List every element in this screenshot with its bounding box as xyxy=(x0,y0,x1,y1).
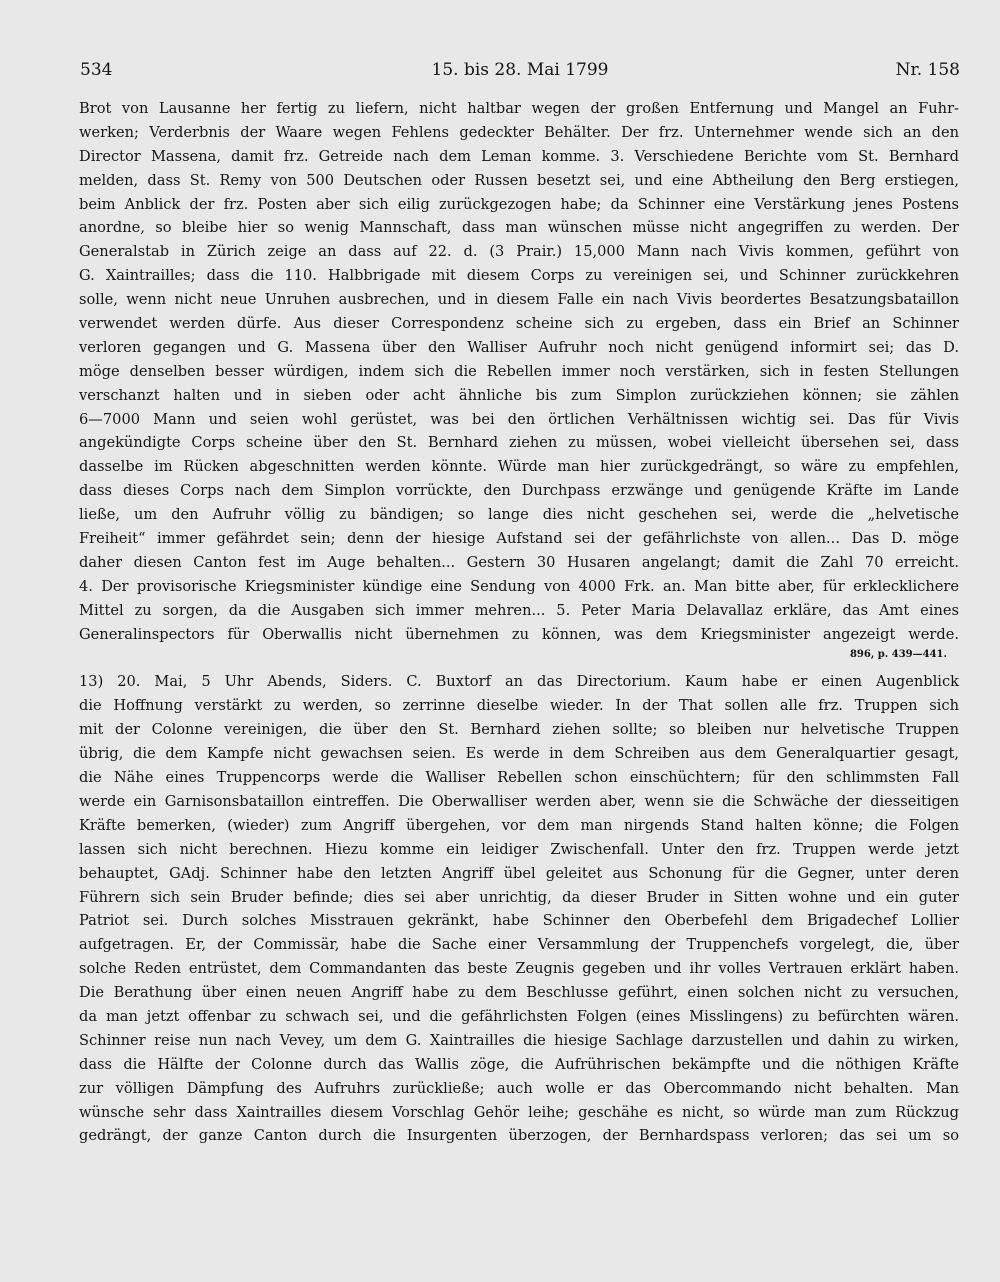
text-line: anordne, so bleibe hier so wenig Mannschaft, dass man wünschen müsse nicht angegriffen zu werden. Der xyxy=(79,219,959,237)
text-line: verwendet werden dürfe. Aus dieser Correspondenz scheine sich zu ergeben, dass ein Brief an Schinner xyxy=(79,315,959,333)
text-line: verschanzt halten und in sieben oder acht ähnliche bis zum Simplon zurückziehen können; sie zählen xyxy=(79,386,959,404)
page-number: 534 xyxy=(80,60,113,80)
text-line: ließe, um den Aufruhr völlig zu bändigen; so lange dies nicht geschehen sei, werde die „helvetische xyxy=(79,506,959,524)
paragraph-2 xyxy=(79,670,959,1148)
text-line: solche Reden entrüstet, dem Commandanten das beste Zeugnis gegeben und ihr volles Vertrauen erklärt haben. xyxy=(79,960,959,978)
text-line: da man jetzt offenbar zu schwach sei, und die gefährlichsten Folgen (eines Misslingens) zu befürchten wären. xyxy=(79,1007,959,1025)
text-line: Kräfte bemerken, (wieder) zum Angriff übergehen, vor dem man nirgends Stand halten könne; die Folgen xyxy=(79,816,959,834)
text-line: Patriot sei. Durch solches Misstrauen gekränkt, habe Schinner den Oberbefehl dem Brigadechef Lollier xyxy=(79,912,959,930)
text-line: Brot von Lausanne her fertig zu liefern, nicht haltbar wegen der großen Entfernung und Mangel an Fuhr- xyxy=(79,100,959,117)
text-line: verloren gegangen und G. Massena über den Walliser Aufruhr noch nicht genügend informirt sei; das D. xyxy=(79,338,959,356)
paragraph-1 xyxy=(79,97,959,646)
text-line: beim Anblick der frz. Posten aber sich eilig zurückgezogen habe; da Schinner eine Verstärkung jenes Postens xyxy=(79,195,959,213)
text-line: werde ein Garnisonsbataillon eintreffen. Die Oberwalliser werden aber, wenn sie die Schwäche der diesseitigen xyxy=(79,792,959,810)
text-line: G. Xaintrailles; dass die 110. Halbbrigade mit diesem Corps zu vereinigen sei, und Schinner zurückkehren xyxy=(79,267,959,285)
running-title: 15. bis 28. Mai 1799 xyxy=(431,60,609,80)
text-line: angekündigte Corps scheine über den St. Bernhard ziehen zu müssen, wobei vielleicht übersehen sei, dass xyxy=(79,434,959,452)
document-number: Nr. 158 xyxy=(895,60,960,80)
text-line: lassen sich nicht berechnen. Hiezu komme ein leidiger Zwischenfall. Unter den frz. Truppen werde jetzt xyxy=(79,840,959,858)
text-line: Führern sich sein Bruder befinde; dies sei aber unrichtig, da dieser Bruder in Sitten wohne und ein guter xyxy=(79,888,959,906)
document-body xyxy=(79,97,959,1148)
text-line: werken; Verderbnis der Waare wegen Fehlens gedeckter Behälter. Der frz. Unternehmer wende sich an den xyxy=(79,123,959,141)
text-line: aufgetragen. Er, der Commissär, habe die Sache einer Versammlung der Truppenchefs vorgelegt, die, über xyxy=(79,936,959,954)
source-reference: 896, p. 439—441. xyxy=(849,649,947,661)
text-line: Mittel zu sorgen, da die Ausgaben sich immer mehren... 5. Peter Maria Delavallaz erkläre, das Amt eines xyxy=(79,601,959,619)
text-line: behauptet, GAdj. Schinner habe den letzten Angriff übel geleitet aus Schonung für die Gegner, unter deren xyxy=(79,864,959,882)
text-line: 13) 20. Mai, 5 Uhr Abends, Siders. C. Buxtorf an das Directorium. Kaum habe er einen Augenblick xyxy=(79,673,959,691)
text-line: Generalstab in Zürich zeige an dass auf 22. d. (3 Prair.) 15,000 Mann nach Vivis kommen, geführt von xyxy=(79,243,959,261)
text-line: Schinner reise nun nach Vevey, um dem G. Xaintrailles die hiesige Sachlage darzustellen und dahin zu wirken, xyxy=(79,1031,959,1049)
text-line: zur völligen Dämpfung des Aufruhrs zurückließe; auch wolle er das Obercommando nicht behalten. Man xyxy=(79,1079,959,1097)
text-line: möge denselben besser würdigen, indem sich die Rebellen immer noch verstärken, sich in festen Stellungen xyxy=(79,362,959,380)
text-line: Generalinspectors für Oberwallis nicht übernehmen zu können, was dem Kriegsminister angezeigt werde. xyxy=(79,625,959,643)
text-line: Director Massena, damit frz. Getreide nach dem Leman komme. 3. Verschiedene Berichte vom St. Bernhard xyxy=(79,147,959,165)
text-line: melden, dass St. Remy von 500 Deutschen oder Russen besetzt sei, und eine Abtheilung den Berg erstiegen, xyxy=(79,171,959,189)
text-line: dass dieses Corps nach dem Simplon vorrückte, den Durchpass erzwänge und genügende Kräfte im Lande xyxy=(79,482,959,500)
text-line: die Nähe eines Truppencorps werde die Walliser Rebellen schon einschüchtern; für den schlimmsten Fall xyxy=(79,769,959,787)
text-line: gedrängt, der ganze Canton durch die Insurgenten überzogen, der Bernhardspass verloren; das sei um so xyxy=(79,1127,959,1145)
text-line: solle, wenn nicht neue Unruhen ausbrechen, und in diesem Falle ein nach Vivis beordertes Besatzungsbataillon xyxy=(79,291,959,309)
text-line: mit der Colonne vereinigen, die über den St. Bernhard ziehen sollte; so bleiben nur helvetische Truppen xyxy=(79,721,959,739)
text-line: 6—7000 Mann und seien wohl gerüstet, was bei den örtlichen Verhältnissen wichtig sei. Das für Vivis xyxy=(79,410,959,428)
text-line: die Hoffnung verstärkt zu werden, so zerrinne dieselbe wieder. In der That sollen alle frz. Truppen sich xyxy=(79,697,959,715)
text-line: dass die Hälfte der Colonne durch das Wallis zöge, die Aufrührischen bekämpfte und die nöthigen Kräfte xyxy=(79,1055,959,1073)
text-line: daher diesen Canton fest im Auge behalten... Gestern 30 Husaren angelangt; damit die Zahl 70 erreicht. xyxy=(79,553,959,571)
text-line: Die Berathung über einen neuen Angriff habe zu dem Beschlusse geführt, einen solchen nicht zu versuchen, xyxy=(79,984,959,1002)
text-line: dasselbe im Rücken abgeschnitten werden könnte. Würde man hier zurückgedrängt, so wäre zu empfehlen, xyxy=(79,458,959,476)
text-line: übrig, die dem Kampfe nicht gewachsen seien. Es werde in dem Schreiben aus dem Generalquartier gesagt, xyxy=(79,745,959,763)
text-line: wünsche sehr dass Xaintrailles diesem Vorschlag Gehör leihe; geschähe es nicht, so würde man zum Rückzug xyxy=(79,1103,959,1121)
page-header xyxy=(80,60,960,88)
text-line: 4. Der provisorische Kriegsminister kündige eine Sendung von 4000 Frk. an. Man bitte aber, für erklecklichere xyxy=(79,577,959,595)
text-line: Freiheit“ immer gefährdet sein; denn der hiesige Aufstand sei der gefährlichste von allen... Das D. möge xyxy=(79,530,959,548)
